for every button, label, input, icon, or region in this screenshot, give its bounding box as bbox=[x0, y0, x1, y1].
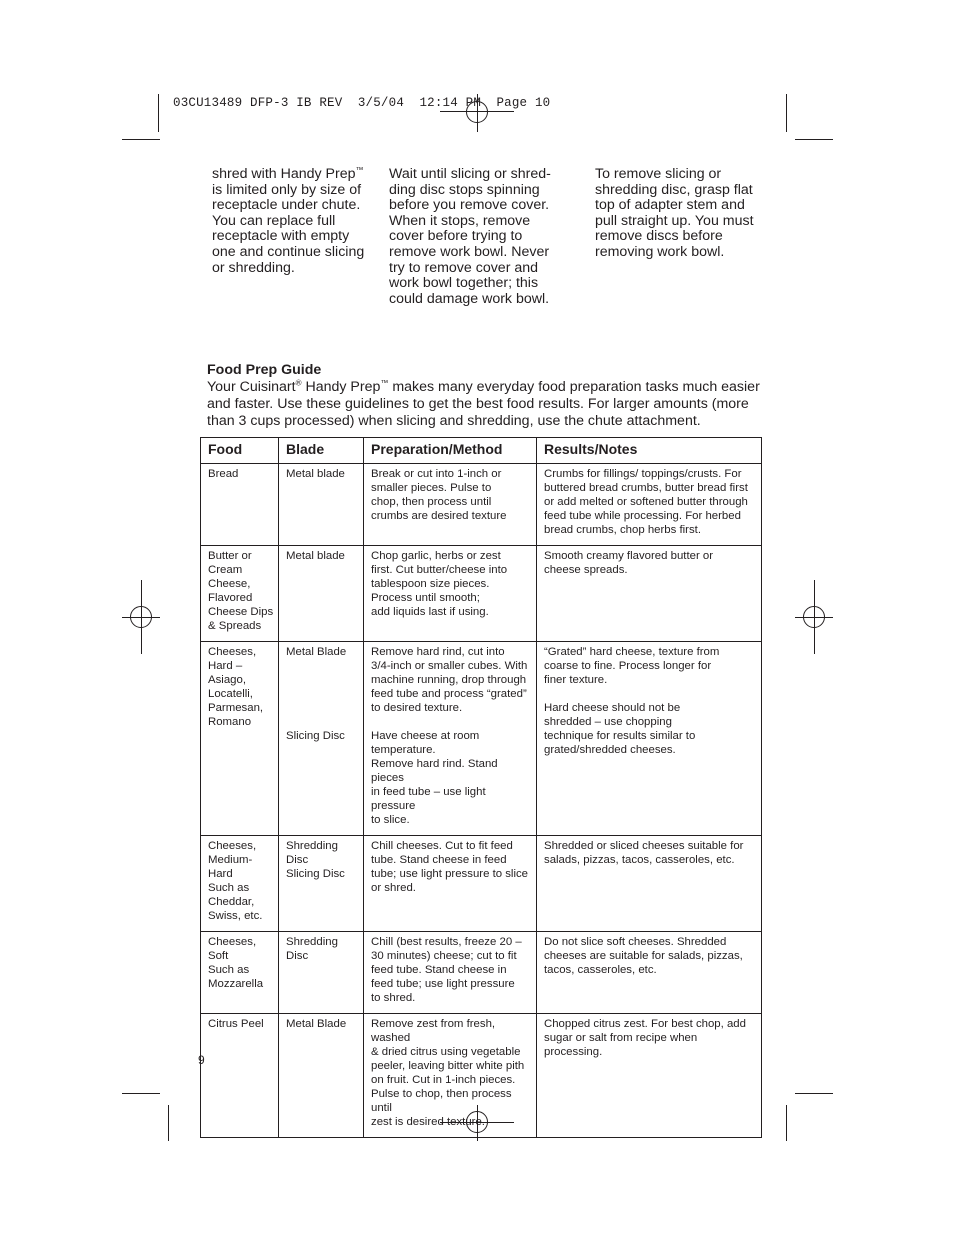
header-food: Food bbox=[201, 438, 279, 464]
table-row bbox=[201, 464, 762, 546]
table-header-row bbox=[201, 438, 762, 464]
blade-paragraph: Shredding Disc bbox=[286, 936, 338, 962]
cell-food: Butter or Cream Cheese, Flavored Cheese Dips & Spreads bbox=[201, 546, 279, 642]
cell-results bbox=[537, 932, 762, 1014]
prep-paragraph: Break or cut into 1-inch or smaller pieces. Pulse to chop, then process until crumbs are desired texture bbox=[371, 468, 507, 522]
table-row bbox=[201, 546, 762, 642]
cell-blade bbox=[279, 464, 364, 546]
trademark-symbol: ™ bbox=[355, 165, 364, 175]
cell-results bbox=[537, 642, 762, 836]
results-paragraph: Crumbs for fillings/ toppings/crusts. For buttered bread crumbs, butter bread first or add melted or softened butter through feed tube while processing. For herbed bread crumbs, chop herbs first. bbox=[544, 468, 748, 536]
prep-paragraph: Remove hard rind, cut into 3/4-inch or smaller cubes. With machine running, drop through feed tube and process “grated” to desired texture. bbox=[371, 646, 528, 714]
cell-prep bbox=[364, 464, 537, 546]
prep-paragraph: Chill cheeses. Cut to fit feed tube. Stand cheese in feed tube; use light pressure to slice or shred. bbox=[371, 840, 529, 894]
cell-blade bbox=[279, 836, 364, 932]
results-paragraph: Hard cheese should not be shredded – use chopping technique for results similar to grated/shredded cheeses. bbox=[544, 702, 696, 756]
section-title: Food Prep Guide bbox=[207, 362, 322, 378]
cell-food: Cheeses, Hard – Asiago, Locatelli, Parmesan, Romano bbox=[201, 642, 279, 836]
results-paragraph: “Grated” hard cheese, texture from coarse to fine. Process longer for finer texture. bbox=[544, 646, 720, 686]
results-paragraph: Do not slice soft cheeses. Shredded cheeses are suitable for salads, pizzas, tacos, casseroles, etc. bbox=[544, 936, 743, 976]
intro-paragraph: Your Cuisinart® Handy Prep™ makes many everyday food preparation tasks much easier and faster. Use these guidelines to get the best food results. For larger amounts (more than 3 cups processed) when slicing and shredding, use the chute attachment. bbox=[207, 378, 760, 429]
text-column-2 bbox=[389, 167, 564, 307]
cell-results bbox=[537, 1014, 762, 1138]
blade-paragraph: Shredding Disc Slicing Disc bbox=[286, 840, 345, 880]
table-row bbox=[201, 932, 762, 1014]
registered-symbol: ® bbox=[295, 378, 302, 388]
food-prep-table bbox=[200, 437, 762, 1138]
blade-paragraph: Metal blade bbox=[286, 468, 345, 480]
cell-food: Cheeses, Medium-Hard Such as Cheddar, Swiss, etc. bbox=[201, 836, 279, 932]
page-number: 9 bbox=[198, 1053, 205, 1067]
cell-results bbox=[537, 836, 762, 932]
cell-results bbox=[537, 464, 762, 546]
cell-blade bbox=[279, 1014, 364, 1138]
food-prep-guide-intro bbox=[207, 362, 763, 430]
cell-prep bbox=[364, 836, 537, 932]
results-paragraph: Shredded or sliced cheeses suitable for salads, pizzas, tacos, casseroles, etc. bbox=[544, 840, 744, 866]
prep-paragraph: Have cheese at room temperature. Remove hard rind. Stand pieces in feed tube – use light pressure to slice. bbox=[371, 730, 498, 826]
header-blade: Blade bbox=[279, 438, 364, 464]
trademark-symbol: ™ bbox=[380, 378, 389, 388]
cell-results bbox=[537, 546, 762, 642]
header-preparation: Preparation/Method bbox=[364, 438, 537, 464]
cell-food: Citrus Peel bbox=[201, 1014, 279, 1138]
cell-prep bbox=[364, 642, 537, 836]
cell-blade bbox=[279, 932, 364, 1014]
cell-prep bbox=[364, 932, 537, 1014]
column-3-text: To remove slicing or shredding disc, grasp flat top of adapter stem and pull straight up. You must remove discs before removing work bowl. bbox=[595, 166, 754, 260]
cell-prep bbox=[364, 1014, 537, 1138]
cell-blade bbox=[279, 546, 364, 642]
results-paragraph: Smooth creamy flavored butter or cheese spreads. bbox=[544, 550, 714, 576]
header-results: Results/Notes bbox=[537, 438, 762, 464]
cell-food: Bread bbox=[201, 464, 279, 546]
blade-paragraph: Slicing Disc bbox=[286, 730, 345, 742]
cell-food: Cheeses, Soft Such as Mozzarella bbox=[201, 932, 279, 1014]
table-row bbox=[201, 836, 762, 932]
print-slug: 03CU13489 DFP-3 IB REV 3/5/04 12:14 PM Page 10 bbox=[173, 96, 551, 110]
prep-paragraph: Chill (best results, freeze 20 – 30 minutes) cheese; cut to fit feed tube. Stand cheese in feed tube; use light pressure to shred. bbox=[371, 936, 522, 1004]
blade-paragraph: Metal blade bbox=[286, 550, 345, 562]
cell-blade bbox=[279, 642, 364, 836]
blade-paragraph: Metal Blade bbox=[286, 646, 347, 658]
column-1-text: shred with Handy Prep™ is limited only by size of receptacle under chute. You can replace full receptacle with empty one and continue slicing or shredding. bbox=[212, 165, 365, 276]
text-column-1 bbox=[212, 167, 377, 276]
table-row bbox=[201, 642, 762, 836]
results-paragraph: Chopped citrus zest. For best chop, add sugar or salt from recipe when processing. bbox=[544, 1018, 746, 1058]
table-row bbox=[201, 1014, 762, 1138]
cell-prep bbox=[364, 546, 537, 642]
column-2-text: Wait until slicing or shred- ding disc stops spinning before you remove cover. When it stops, remove cover before trying to remove work bowl. Never try to remove cover and work bowl together; this could damage work bowl. bbox=[389, 166, 551, 307]
text-column-3 bbox=[595, 167, 765, 261]
prep-paragraph: Chop garlic, herbs or zest first. Cut butter/cheese into tablespoon size pieces. Process until smooth; add liquids last if using. bbox=[371, 550, 508, 618]
prep-paragraph: Remove zest from fresh, washed & dried citrus using vegetable peeler, leaving bitter white pith on fruit. Cut in 1-inch pieces. Pulse to chop, then process until zest is desired texture. bbox=[371, 1018, 525, 1128]
blade-paragraph: Metal Blade bbox=[286, 1018, 347, 1030]
